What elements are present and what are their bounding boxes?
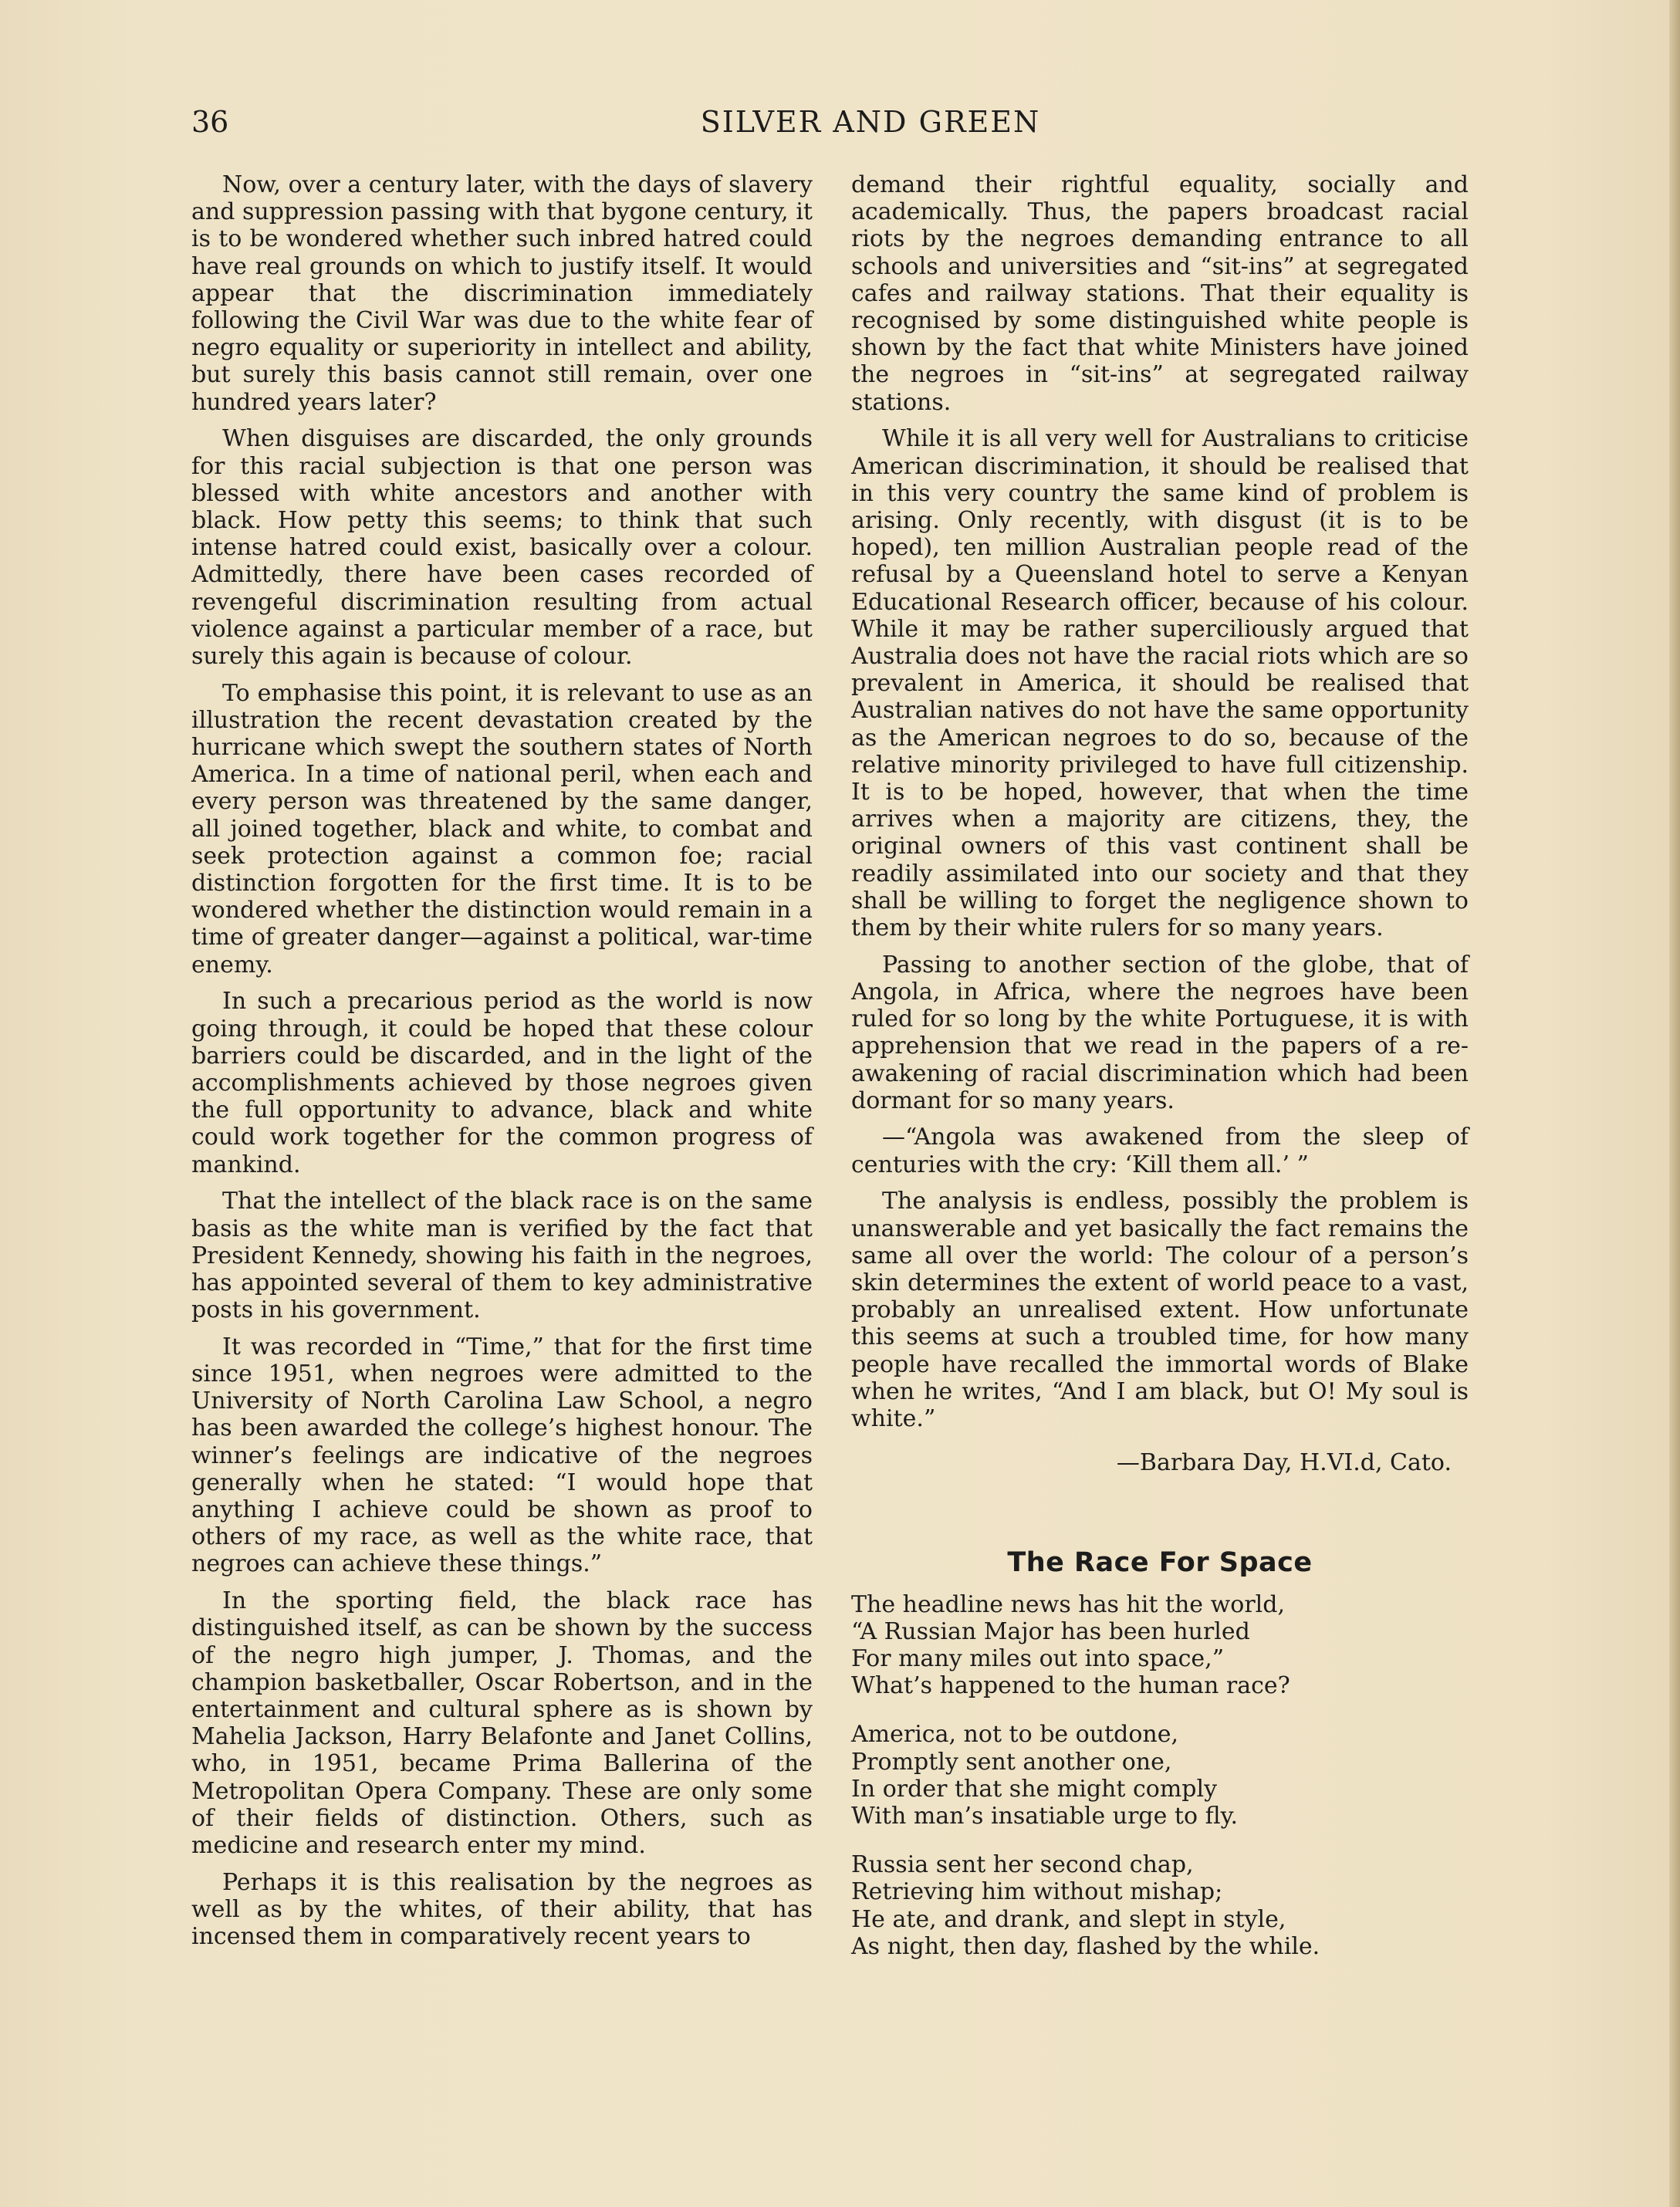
author-signature: —Barbara Day, H.VI.d, Cato. [1116, 1449, 1452, 1477]
poem-line: America, not to be outdone, [851, 1721, 1178, 1749]
poem-line: In order that she might comply [851, 1775, 1218, 1803]
poem-line: “A Russian Major has been hurled [851, 1617, 1250, 1645]
poem-line: With man’s insatiable urge to fly. [851, 1802, 1239, 1830]
paragraph: That the intellect of the black race is on the same basis as the white man is verified by the fact that President Kennedy, showing his faith in the negroes, has appointed several of them to key administrative posts in his government. [191, 1188, 813, 1324]
poem-line: Russia sent her second chap, [851, 1851, 1194, 1879]
paragraph: When disguises are discarded, the only grounds for this racial subjection is that one person was blessed with white ancestors and another with black. How petty this seems; to think that such intense hatred could exist, basically over a colour. Admittedly, there have been cases recorded of revengeful discrimination resulting from actual violence against a particular member of a race, but surely this again is because of colour. [191, 425, 813, 670]
paragraph: Now, over a century later, with the days of slavery and suppression passing with that bygone century, it is to be wondered whether such inbred hatred could have real grounds on which to justify itself. It would appear that the discrimination immediately following the Civil War was due to the white fear of negro equality or superiority in intellect and ability, but surely this basis cannot still remain, over one hundred years later? [191, 171, 813, 416]
right-column [851, 171, 1469, 1982]
poem-line: Promptly sent another one, [851, 1748, 1172, 1776]
paragraph: Passing to another section of the globe, that of Angola, in Africa, where the negroes have been ruled for so long by the white Portuguese, it is with apprehension that we read in the papers of a re-awakening of racial discrimination which had been dormant for so many years. [851, 951, 1469, 1114]
page-header [191, 99, 1550, 145]
paragraph: To emphasise this point, it is relevant to use as an illustration the recent devastation created by the hurricane which swept the southern states of North America. In a time of national peril, when each and every person was threatened by the same danger, all joined together, black and white, to combat and seek protection against a common foe; racial distinction forgotten for the first time. It is to be wondered whether the distinction would remain in a time of greater danger—against a political, war-time enemy. [191, 679, 813, 978]
poem-stanza [851, 1721, 1469, 1830]
left-column [191, 171, 813, 1950]
paragraph: The analysis is endless, possibly the problem is unanswerable and yet basically the fact remains the same all over the world: The colour of a person’s skin determines the extent of world peace to a vast, probably an unrealised extent. How unfortunate this seems at such a troubled time, for how many people have recalled the immortal words of Blake when he writes, “And I am black, but O! My soul is white.” [851, 1188, 1469, 1432]
poem-stanza [851, 1591, 1469, 1700]
poem-line: He ate, and drank, and slept in style, [851, 1905, 1286, 1933]
paragraph: It was recorded in “Time,” that for the first time since 1951, when negroes were admitted to the University of North Carolina Law School, a negro has been awarded the college’s highest honour. The winner’s feelings are indicative of the negroes generally when he stated: “I would hope that anything I achieve could be shown as proof to others of my race, as well as the white race, that negroes can achieve these things.” [191, 1333, 813, 1578]
poem-line: As night, then day, flashed by the while. [851, 1932, 1320, 1960]
paragraph: While it is all very well for Australians to criticise American discrimination, it should be realised that in this very country the same kind of problem is arising. Only recently, with disgust (it is to be hoped), ten million Australian people read of the refusal by a Queensland hotel to serve a Kenyan Educational Research officer, because of his colour. While it may be rather superciliously argued that Australia does not have the racial riots which are so prevalent in America, it should be realised that Australian natives do not have the same opportunity as the American negroes to do so, because of the relative minority privileged to have full citizenship. It is to be hoped, however, that when the time arrives when a majority are citizens, they, the original owners of this vast continent shall be readily assimilated into our society and that they shall be willing to forget the negligence shown to them by their white rulers for so many years. [851, 425, 1469, 941]
paragraph: Perhaps it is this realisation by the negroes as well as by the whites, of their ability, that has incensed them in comparatively recent years to [191, 1868, 813, 1951]
paragraph: In such a precarious period as the world is now going through, it could be hoped that these colour barriers could be discarded, and in the light of the accomplishments achieved by those negroes given the full opportunity to advance, black and white could work together for the common progress of mankind. [191, 988, 813, 1178]
poem-line: Retrieving him without mishap; [851, 1878, 1223, 1906]
paragraph: In the sporting field, the black race has distinguished itself, as can be shown by the success of the negro high jumper, J. Thomas, and the champion basketballer, Oscar Robertson, and in the entertainment and cultural sphere as is shown by Mahelia Jackson, Harry Belafonte and Janet Collins, who, in 1951, became Prima Ballerina of the Metropolitan Opera Company. These are only some of their fields of distinction. Others, such as medicine and research enter my mind. [191, 1587, 813, 1859]
poem-line: For many miles out into space,” [851, 1644, 1225, 1672]
page-edge [1669, 0, 1680, 2207]
page-number: 36 [191, 105, 229, 139]
running-title: SILVER AND GREEN [700, 105, 1041, 139]
poem-line: The headline news has hit the world, [851, 1590, 1286, 1618]
poem-stanza [851, 1851, 1469, 1960]
poem-title: The Race For Space [1007, 1547, 1313, 1579]
poem-line: What’s happened to the human race? [851, 1672, 1290, 1700]
quotation: —“Angola was awakened from the sleep of centuries with the cry: ‘Kill them all.’ ” [851, 1124, 1469, 1178]
continued-paragraph: demand their rightful equality, socially and academically. Thus, the papers broadcast racial riots by the negroes demanding entrance to all schools and universities and “sit-ins” at segregated cafes and railway stations. That their equality is recognised by some distinguished white people is shown by the fact that white Ministers have joined the negroes in “sit-ins” at segregated railway stations. [851, 171, 1469, 416]
